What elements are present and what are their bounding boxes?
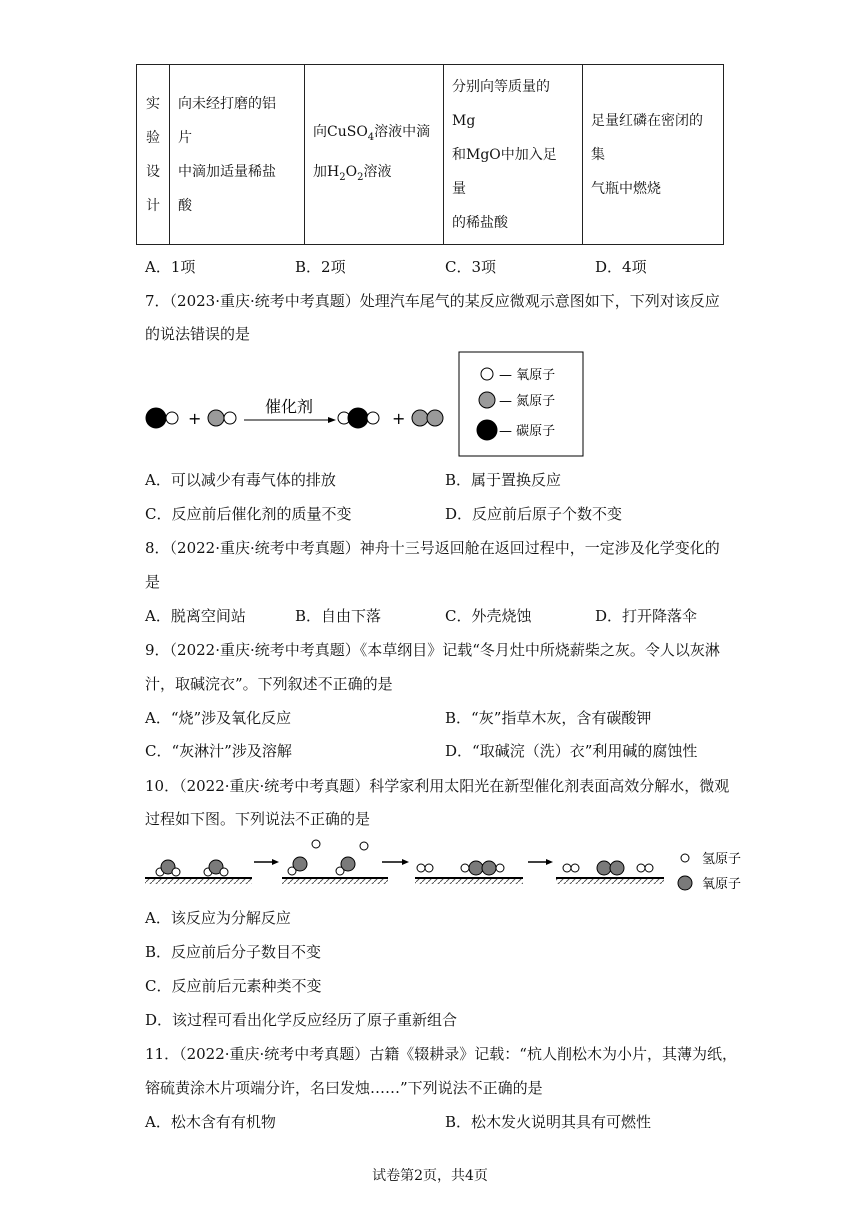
cell-text: 向未经打磨的铝 <box>178 95 276 112</box>
q7-option-a: A．可以减少有毒气体的排放 <box>145 471 336 489</box>
hydrogen-atom <box>417 864 425 872</box>
hydrogen-atom <box>563 864 571 872</box>
q8-option-c: C．外壳烧蚀 <box>445 607 532 625</box>
hydrogen-atom <box>312 840 320 848</box>
cell-text: 加$H_2O_2$溶液 <box>313 163 392 183</box>
legend-nitrogen-icon <box>479 392 495 408</box>
header-char: 计 <box>146 197 160 214</box>
cell-text: 分别向等质量的 <box>452 78 550 95</box>
surface-hatch <box>556 879 664 884</box>
q8-option-d: D．打开降落伞 <box>595 607 698 625</box>
cell-text: 向CuSO$_4$溶液中滴 <box>313 123 431 143</box>
q9-option-c: C．“灰淋汁”涉及溶解 <box>145 742 292 760</box>
q10-option-b: B．反应前后分子数目不变 <box>145 943 322 961</box>
surface-hatch <box>282 879 388 884</box>
q6-option-d: D．4项 <box>595 258 647 276</box>
nitrogen-atom <box>208 410 224 426</box>
legend-nitrogen-label: — 氮原子 <box>499 394 556 409</box>
q8-option-b: B．自由下落 <box>295 607 382 625</box>
legend-carbon-icon <box>477 420 497 440</box>
q7-option-b: B．属于置换反应 <box>445 471 562 489</box>
legend-hydrogen-icon <box>681 854 689 862</box>
table-cell-phosphorus <box>583 65 724 245</box>
q8-stem-line1: 8．（2022·重庆·统考中考真题）神舟十三号返回舱在返回过程中，一定涉及化学变化的 <box>145 539 720 557</box>
oxygen-atom <box>482 861 496 875</box>
cell-text: 和MgO中加入足 <box>452 146 557 163</box>
q10-option-d: D．该过程可看出化学反应经历了原子重新组合 <box>145 1011 458 1029</box>
q6-option-b: B．2项 <box>295 258 346 276</box>
oxygen-atom <box>610 861 624 875</box>
table-cell-cuso4 <box>305 65 444 245</box>
table-cell-mg <box>444 65 583 245</box>
q10-water-splitting-diagram <box>140 834 760 900</box>
legend-oxygen-label: — 氧原子 <box>499 368 556 383</box>
table-cell-al <box>170 65 305 245</box>
oxygen-atom <box>341 857 355 871</box>
cell-text: 集 <box>591 146 605 163</box>
oxygen-atom <box>166 412 178 424</box>
legend-carbon-label: — 碳原子 <box>499 424 556 439</box>
cell-text: 中滴加适量稀盐 <box>178 163 276 180</box>
q10-stem-line2: 过程如下图。下列说法不正确的是 <box>145 810 371 828</box>
oxygen-atom <box>293 857 307 871</box>
cell-text: 气瓶中燃烧 <box>591 180 661 197</box>
header-char: 验 <box>146 129 160 146</box>
hydrogen-atom <box>360 842 368 850</box>
oxygen-atom <box>367 412 379 424</box>
nitrogen-atom <box>412 410 428 426</box>
cell-text: 酸 <box>178 197 192 214</box>
q9-stem-line2: 汁，取碱浣衣”。下列叙述不正确的是 <box>145 675 393 693</box>
header-char: 设 <box>146 163 160 180</box>
q9-option-d: D．“取碱浣（洗）衣”利用碱的腐蚀性 <box>445 742 698 760</box>
table-header-cell <box>137 65 170 245</box>
q8-option-a: A．脱离空间站 <box>145 607 246 625</box>
hydrogen-atom <box>425 864 433 872</box>
q9-option-a: A．“烧”涉及氧化反应 <box>145 709 292 727</box>
table-row <box>137 65 724 245</box>
q10-option-a: A．该反应为分解反应 <box>145 909 291 927</box>
q9-stem-line1: 9．（2022·重庆·统考中考真题）《本草纲目》记载“冬月灶中所烧薪柴之灰。令人以灰淋 <box>145 641 720 659</box>
surface-hatch <box>145 879 252 884</box>
plus-sign: + <box>392 409 406 428</box>
q7-reaction-diagram <box>140 348 600 460</box>
q11-stem-line2: 镕硫黄涂木片项端分许，名曰发烛……”下列说法不正确的是 <box>145 1079 543 1097</box>
legend-hydrogen-label: 氢原子 <box>702 852 742 867</box>
legend-oxygen-icon <box>481 368 493 380</box>
surface-hatch <box>415 879 523 884</box>
legend-oxygen-label: 氧原子 <box>702 877 742 892</box>
q9-option-b: B．“灰”指草木灰，含有碳酸钾 <box>445 709 652 727</box>
hydrogen-atom <box>571 864 579 872</box>
carbon-atom <box>146 408 166 428</box>
carbon-atom <box>348 408 368 428</box>
arrow-head <box>546 859 553 865</box>
header-char: 实 <box>146 95 160 112</box>
oxygen-atom <box>597 861 611 875</box>
hydrogen-atom <box>172 868 180 876</box>
hydrogen-atom <box>496 864 504 872</box>
q7-stem-line2: 的说法错误的是 <box>145 325 251 343</box>
cell-text: 足量红磷在密闭的 <box>591 112 703 129</box>
arrow-head <box>328 417 336 423</box>
oxygen-atom <box>469 861 483 875</box>
plus-sign: + <box>188 409 202 428</box>
q8-stem-line2: 是 <box>145 573 161 591</box>
q11-option-a: A．松木含有有机物 <box>145 1113 276 1131</box>
hydrogen-atom <box>637 864 645 872</box>
oxygen-atom <box>224 412 236 424</box>
legend-oxygen-icon <box>678 876 692 890</box>
hydrogen-atom <box>645 864 653 872</box>
q10-stem-line1: 10．（2022·重庆·统考中考真题）科学家利用太阳光在新型催化剂表面高效分解水，微观 <box>145 777 730 795</box>
hydrogen-atom <box>461 864 469 872</box>
experiment-table <box>136 64 724 245</box>
cell-text: 片 <box>178 129 192 146</box>
cell-text: 量 <box>452 180 466 197</box>
q7-stem-line1: 7．（2023·重庆·统考中考真题）处理汽车尾气的某反应微观示意图如下，下列对该反应 <box>145 292 720 310</box>
arrow-head <box>402 859 409 865</box>
catalyst-label: 催化剂 <box>265 397 314 416</box>
q6-option-c: C．3项 <box>445 258 497 276</box>
q7-option-c: C．反应前后催化剂的质量不变 <box>145 505 352 523</box>
arrow-head <box>272 859 279 865</box>
hydrogen-atom <box>220 868 228 876</box>
cell-text: Mg <box>452 112 476 129</box>
nitrogen-atom <box>427 410 443 426</box>
cell-text: 的稀盐酸 <box>452 214 508 231</box>
q7-option-d: D．反应前后原子个数不变 <box>445 505 623 523</box>
page-footer: 试卷第2页，共4页 <box>372 1168 488 1184</box>
q10-option-c: C．反应前后元素种类不变 <box>145 977 322 995</box>
q6-option-a: A．1项 <box>145 258 196 276</box>
q11-stem-line1: 11．（2022·重庆·统考中考真题）古籍《辍耕录》记载：“杭人削松木为小片，其薄为纸， <box>145 1045 737 1063</box>
q11-option-b: B．松木发火说明其具有可燃性 <box>445 1113 652 1131</box>
